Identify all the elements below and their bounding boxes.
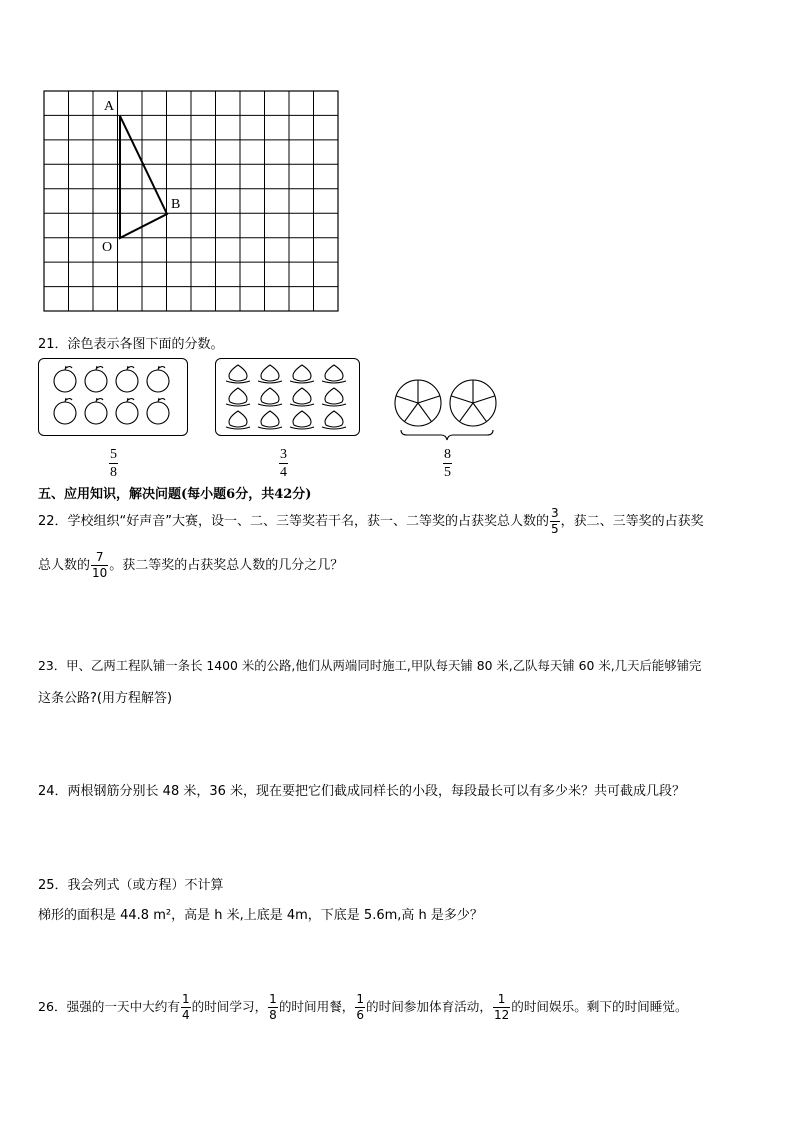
q26-frac1-num: 1 — [181, 992, 190, 1006]
peach-box — [215, 358, 360, 436]
q26-frac3-num: 1 — [356, 992, 365, 1006]
grid-triangle-figure — [40, 88, 345, 316]
apple-icon — [54, 366, 76, 392]
point-label-a: A — [104, 99, 115, 114]
q26-frac3-den: 6 — [356, 1008, 365, 1022]
numerator: 3 — [280, 447, 287, 462]
apple-icon — [116, 366, 138, 392]
apples-group — [39, 359, 187, 435]
peach-icon — [226, 365, 250, 383]
grid-lines — [44, 91, 338, 311]
brace — [401, 430, 493, 440]
peach-icon — [226, 411, 250, 429]
peach-icon — [258, 365, 282, 383]
peach-icon — [290, 365, 314, 383]
peach-icon — [258, 388, 282, 406]
peach-icon — [290, 411, 314, 429]
triangle-aob — [120, 116, 167, 238]
q23-line2: 这条公路?(用方程解答) — [38, 691, 173, 706]
q22-frac1-den: 5 — [551, 522, 559, 536]
q24-text: 24．两根钢筋分别长 48 米，36 米，现在要把它们截成同样长的小段，每段最长可以有多少米？共可截成几段？ — [38, 784, 686, 799]
apple-icon — [54, 398, 76, 424]
apple-icon — [85, 366, 107, 392]
peach-icon — [322, 365, 346, 383]
peach-icon — [322, 388, 346, 406]
apple-box — [38, 358, 188, 436]
q22-frac2-den: 10 — [92, 566, 108, 580]
q26-frac4-num: 1 — [497, 992, 506, 1006]
peach-icon — [258, 411, 282, 429]
q26-text-1: 26．强强的一天中大约有 — [38, 999, 180, 1014]
fraction-3-4 — [278, 447, 289, 480]
q26-frac2-den: 8 — [269, 1008, 277, 1022]
q22-line1 — [38, 507, 704, 536]
circle-fifths-1 — [395, 380, 441, 426]
peach-icon — [290, 388, 314, 406]
apple-icon — [147, 366, 169, 392]
q22-text-4: 。获二等奖的占获奖总人数的几分之几？ — [109, 558, 344, 573]
fraction-8-5 — [442, 447, 453, 480]
q26-frac4-den: 12 — [493, 1008, 510, 1022]
q22-line2 — [38, 551, 343, 580]
section-title: 五、应用知识，解决问题(每小题6分，共42分) — [38, 487, 312, 502]
circle-fifths-2 — [450, 380, 496, 426]
denominator: 5 — [444, 465, 451, 480]
point-label-o: O — [102, 240, 113, 255]
q21-text: 21．涂色表示各图下面的分数。 — [38, 337, 224, 352]
denominator: 8 — [110, 465, 117, 480]
q25-line2: 梯形的面积是 44.8 m²，高是 h 米,上底是 4m，下底是 5.6m,高 h 是多少？ — [38, 908, 483, 923]
q22-frac1-num: 3 — [551, 506, 559, 520]
q26-text-4: 的时间参加体育活动， — [366, 999, 492, 1014]
q22-frac2-num: 7 — [95, 550, 104, 564]
q26-frac1-den: 4 — [181, 1008, 190, 1022]
circles-figure — [392, 374, 502, 442]
fraction-5-8 — [108, 447, 119, 480]
q26-text-3: 的时间用餐， — [278, 999, 355, 1014]
point-label-b: B — [171, 197, 181, 212]
peach-icon — [226, 388, 250, 406]
peach-icon — [322, 411, 346, 429]
q22-text-3: 总人数的 — [38, 558, 91, 573]
numerator: 5 — [110, 447, 117, 462]
q26-text-5: 的时间娱乐。剩下的时间睡觉。 — [511, 999, 688, 1014]
q26-text-2: 的时间学习， — [191, 999, 268, 1014]
q25-line1: 25．我会列式（或方程）不计算 — [38, 878, 224, 893]
q26-frac2-num: 1 — [269, 992, 277, 1006]
q22-text-2: ，获二、三等奖的占获奖 — [560, 514, 704, 529]
peaches-group — [216, 359, 359, 435]
q23-line1: 23．甲、乙两工程队铺一条长 1400 米的公路,他们从两端同时施工,甲队每天铺 80 米,乙队每天铺 60 米,几天后能够铺完 — [38, 658, 702, 673]
apple-icon — [85, 398, 107, 424]
denominator: 4 — [280, 465, 287, 480]
numerator: 8 — [444, 447, 451, 462]
q22-text-1: 22．学校组织“好声音”大赛，设一、二、三等奖若干名，获一、二等奖的占获奖总人数的 — [38, 514, 550, 529]
apple-icon — [147, 398, 169, 424]
q26-line — [38, 993, 688, 1022]
apple-icon — [116, 398, 138, 424]
